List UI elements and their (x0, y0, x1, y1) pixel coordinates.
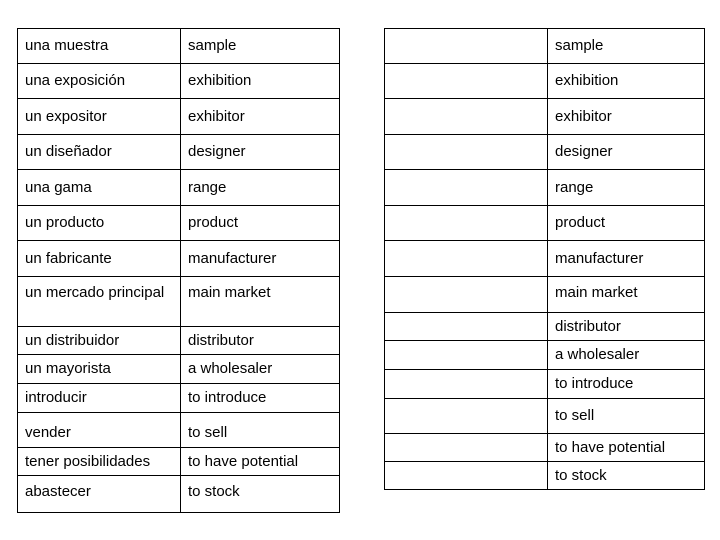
table-row (18, 327, 340, 355)
blank-answer-cell[interactable] (385, 135, 548, 170)
english-term: sample (181, 29, 340, 64)
spanish-term: vender (18, 413, 181, 448)
english-term: to sell (181, 413, 340, 448)
table-row (18, 476, 340, 513)
left-table-body (18, 29, 340, 513)
english-term: main market (548, 277, 705, 313)
english-term: to sell (548, 399, 705, 434)
english-term: manufacturer (181, 241, 340, 277)
table-row (18, 448, 340, 476)
spanish-term: introducir (18, 384, 181, 413)
table-row (18, 241, 340, 277)
blank-answer-cell[interactable] (385, 206, 548, 241)
table-row (18, 413, 340, 448)
spanish-term: un mayorista (18, 355, 181, 384)
table-row (385, 462, 705, 490)
english-term: a wholesaler (181, 355, 340, 384)
table-row (18, 355, 340, 384)
english-term: designer (548, 135, 705, 170)
english-term: distributor (181, 327, 340, 355)
blank-answer-cell[interactable] (385, 277, 548, 313)
english-term: product (181, 206, 340, 241)
blank-answer-cell[interactable] (385, 313, 548, 341)
blank-answer-cell[interactable] (385, 170, 548, 206)
spanish-term: un distribuidor (18, 327, 181, 355)
table-row (385, 29, 705, 64)
blank-answer-cell[interactable] (385, 99, 548, 135)
table-row (385, 170, 705, 206)
english-matching-table (384, 28, 705, 490)
english-term: designer (181, 135, 340, 170)
english-term: sample (548, 29, 705, 64)
blank-answer-cell[interactable] (385, 241, 548, 277)
table-row (18, 64, 340, 99)
right-table-body (385, 29, 705, 490)
blank-answer-cell[interactable] (385, 64, 548, 99)
table-row (385, 241, 705, 277)
spanish-term: abastecer (18, 476, 181, 513)
table-row (385, 99, 705, 135)
english-term: main market (181, 277, 340, 327)
spanish-term: una gama (18, 170, 181, 206)
english-term: exhibitor (181, 99, 340, 135)
blank-answer-cell[interactable] (385, 399, 548, 434)
english-term: distributor (548, 313, 705, 341)
spanish-english-table (17, 28, 340, 513)
spanish-term: un mercado principal (18, 277, 181, 327)
english-term: to have potential (548, 434, 705, 462)
table-row (385, 135, 705, 170)
english-term: range (181, 170, 340, 206)
english-term: manufacturer (548, 241, 705, 277)
table-row (385, 313, 705, 341)
english-term: exhibition (548, 64, 705, 99)
english-term: to introduce (548, 370, 705, 399)
table-row (18, 277, 340, 327)
english-term: to stock (181, 476, 340, 513)
blank-answer-cell[interactable] (385, 462, 548, 490)
table-row (18, 135, 340, 170)
table-row (18, 384, 340, 413)
spanish-term: un fabricante (18, 241, 181, 277)
blank-answer-cell[interactable] (385, 341, 548, 370)
table-row (385, 277, 705, 313)
english-term: to have potential (181, 448, 340, 476)
english-term: a wholesaler (548, 341, 705, 370)
english-term: range (548, 170, 705, 206)
spanish-term: una muestra (18, 29, 181, 64)
spanish-term: un expositor (18, 99, 181, 135)
table-row (18, 29, 340, 64)
table-row (385, 64, 705, 99)
table-row (18, 206, 340, 241)
blank-answer-cell[interactable] (385, 434, 548, 462)
table-row (18, 170, 340, 206)
english-term: exhibitor (548, 99, 705, 135)
spanish-term: un producto (18, 206, 181, 241)
english-term: product (548, 206, 705, 241)
english-term: to stock (548, 462, 705, 490)
spanish-term: tener posibilidades (18, 448, 181, 476)
spanish-term: un diseñador (18, 135, 181, 170)
table-row (18, 99, 340, 135)
table-row (385, 370, 705, 399)
english-term: to introduce (181, 384, 340, 413)
blank-answer-cell[interactable] (385, 29, 548, 64)
english-term: exhibition (181, 64, 340, 99)
spanish-term: una exposición (18, 64, 181, 99)
table-row (385, 399, 705, 434)
table-row (385, 341, 705, 370)
blank-answer-cell[interactable] (385, 370, 548, 399)
table-row (385, 206, 705, 241)
table-row (385, 434, 705, 462)
